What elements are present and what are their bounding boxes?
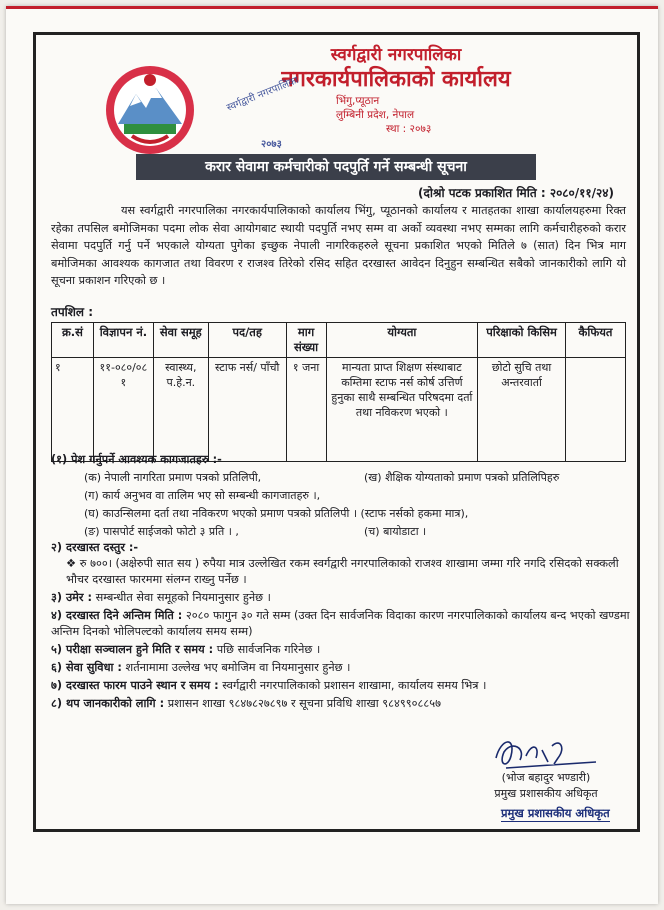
notice-body: यस स्वर्गद्वारी नगरपालिका नगरकार्यपालिकाको कार्यालय भिंगु, प्यूठानको कार्यालय र मातहतका शाखा कार्यालयहरुमा रिक्त रहेका तपसिल बमोजिमका पदमा लोक सेवा आयोगबाट स्थायी पदपुर्ति नभए सम्म वा अर्को व्यवस्था नभए सम्मका लागि कर्मचारीहरुको करार सेवामा पदपुर्ति गर्नु पर्ने भएकाले योग्यता पुगेका इच्छुक नेपाली नागरिकहरुले सूचना प्रकाशित भएको मितिले ७ (सात) दिन भित्र माग बमोजिमका आवश्यक कागजात तथा विवरण र राजश्व तिरेको रसिद सहित दरखास्त आवेदन दिनुहुन सम्बन्धित सबैको जानकारीको लागि यो सूचना प्रकाशन गरिएको छ । xyxy=(51,204,626,287)
signatory-block xyxy=(476,770,616,802)
col-qualification: योग्यता xyxy=(326,323,478,358)
section8 xyxy=(51,696,636,712)
table-header-row xyxy=(52,323,626,358)
cell-post-level: स्टाफ नर्स/ पाँचौ xyxy=(208,358,286,462)
notice-sheet xyxy=(6,6,658,904)
signatory-name: (भोज बहादुर भण्डारी) xyxy=(501,771,591,784)
office-stamp xyxy=(206,66,356,150)
table-row xyxy=(52,358,626,462)
cell-qualification: मान्यता प्राप्त शिक्षण संस्थाबाट कम्तिमा स्टाफ नर्स कोर्ष उत्तिर्ण हुनुका साथै सम्बन्धित परिषदमा दर्ता तथा नविकरण भएको । xyxy=(326,358,478,462)
col-exam-type: परिक्षाको किसिम xyxy=(478,323,566,358)
cell-demand: १ जना xyxy=(286,358,326,462)
section6-label: ६) सेवा सुविधा : xyxy=(51,661,122,674)
address-line1: भिंगु,प्यूठान xyxy=(336,95,380,107)
section4-text: २०८० फागुन ३० गते सम्म (उक्त दिन सार्वजनिक विदाका कारण नगरपालिकाको कार्यालय बन्द भएको खण्डमा अन्तिम दिनको भोलिपल्टको कार्यालय समय सम्म) xyxy=(51,609,630,638)
cell-exam-type: छोटो सुचि तथा अन्तरवार्ता xyxy=(478,358,566,462)
stamp-year: २०७३ xyxy=(261,139,282,150)
municipality-name: स्वर्गद्वारी नगरपालिका xyxy=(330,45,462,65)
signatory-designation: प्रमुख प्रशासकीय अधिकृत xyxy=(494,787,598,800)
section6 xyxy=(51,660,636,676)
section3-label: ३) उमेर : xyxy=(51,591,92,604)
doc-item: (क) नेपाली नागरिता प्रमाण पत्रको प्रतिलिपी, xyxy=(84,471,262,484)
office-name: नगरकार्यपालिकाको कार्यालय xyxy=(281,67,511,92)
cell-service-group: स्वास्थ्य, प.हे.न. xyxy=(153,358,208,462)
doc-item: (घ) काउन्सिलमा दर्ता तथा नविकरण भएको प्रमाण पत्रको प्रतिलिपी । (स्टाफ नर्सको हकमा मात्र), xyxy=(84,507,469,520)
doc-item: (ख) शैक्षिक योग्यताको प्रमाण पत्रको प्रतिलिपिहरु xyxy=(364,471,560,484)
section5-text: पछि सार्वजनिक गरिनेछ । xyxy=(213,643,321,656)
section8-label: ८) थप जानकारीको लागि : xyxy=(51,697,165,710)
established-year: स्था : २०७३ xyxy=(386,123,432,135)
designation-stamp: प्रमुख प्रशासकीय अधिकृत xyxy=(501,806,610,820)
stamp-text: स्वर्गद्वारी नगरपालिका xyxy=(225,74,301,114)
section4-label: ४) दरखास्त दिने अन्तिम मिति : xyxy=(51,609,183,622)
col-service-group: सेवा समूह xyxy=(153,323,208,358)
col-demand: माग संख्या xyxy=(286,323,326,358)
section3-text: सम्बन्धीत सेवा समूहको नियमानुसार हुनेछ । xyxy=(92,591,271,604)
section3 xyxy=(51,590,636,606)
section8-text: प्रशासन शाखा ९८४७८२७८९७ र सूचना प्रविधि शाखा ९८४९९०८८५७ xyxy=(164,697,441,710)
section7-label: ७) दरखास्त फारम पाउने स्थान र समय : xyxy=(51,679,219,692)
cell-ad-no: ११-०८०/०८१ xyxy=(93,358,153,462)
section2-title: २) दरखास्त दस्तुर :- xyxy=(51,541,139,554)
doc-item: (ङ) पासपोर्ट साईजको फोटो ३ प्रति । , xyxy=(84,525,239,538)
notice-title: करार सेवामा कर्मचारीको पदपुर्ति गर्ने सम्बन्धी सूचना xyxy=(136,154,536,180)
section1-title: (१) पेश गर्नुपर्ने आवश्यक कागजातहरु :- xyxy=(51,453,222,466)
cell-sn: १ xyxy=(52,358,94,462)
section4 xyxy=(51,608,636,640)
col-sn: क्र.सं xyxy=(52,323,94,358)
nepal-emblem-icon xyxy=(104,64,196,156)
address-line2: लुम्बिनी प्रदेश, नेपाल xyxy=(336,109,415,121)
section6-text: शर्तनामामा उल्लेख भए बमोजिम वा नियमानुसार हुनेछ । xyxy=(121,661,351,674)
cell-remarks xyxy=(566,358,626,462)
section2-text: ❖ रु ७००। (अक्षेरुपी सात सय ) रुपैया मात्र उल्लेखित रकम स्वर्गद्वारी नगरपालिकाको राजश्व शाखामा जम्मा गरि नगदि रसिदको सक्कली भौचर दरखास्त फारममा संलग्न राख्नु पर्नेछ । xyxy=(66,557,619,586)
doc-item: (ग) कार्य अनुभव वा तालिम भए सो सम्बन्धी कागजातहरु ।, xyxy=(84,489,321,502)
doc-item: (च) बायोडाटा । xyxy=(364,525,427,538)
col-ad-no: विज्ञापन नं. xyxy=(93,323,153,358)
section5-label: ५) परीक्षा सञ्चालन हुने मिति र समय : xyxy=(51,643,214,656)
top-edge xyxy=(6,6,658,9)
table-label: तपशिल : xyxy=(51,305,94,319)
col-remarks: कैफियत xyxy=(566,323,626,358)
section7-text: स्वर्गद्वारी नगरपालिकाको प्रशासन शाखामा, कार्यालय समय भित्र । xyxy=(218,679,487,692)
positions-table xyxy=(51,322,626,462)
published-date: (दोश्रो पटक प्रकाशित मिति : २०८०/११/२४) xyxy=(418,186,614,200)
col-post-level: पद/तह xyxy=(208,323,286,358)
section5 xyxy=(51,642,636,658)
section7 xyxy=(51,678,636,694)
